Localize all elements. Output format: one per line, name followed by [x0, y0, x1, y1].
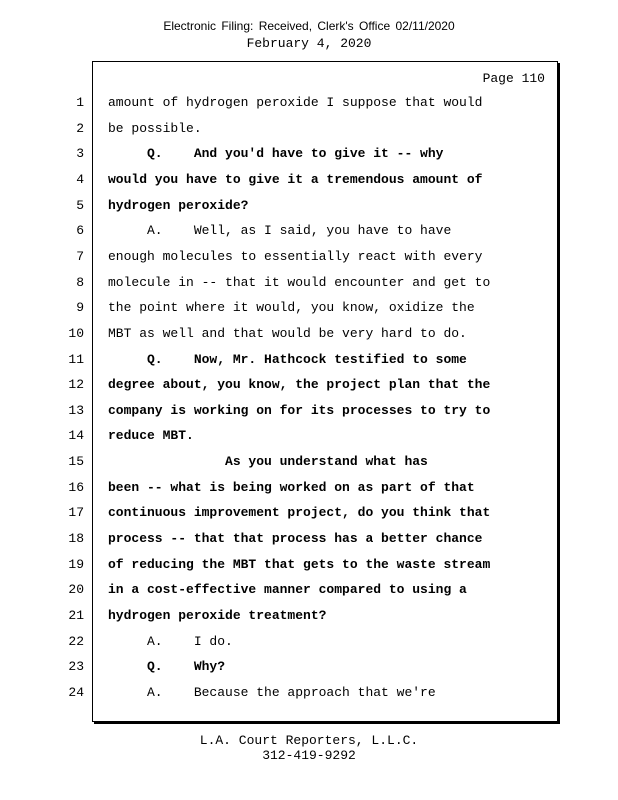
transcript-line-text: molecule in -- that it would encounter and get to [108, 275, 491, 290]
transcript-line-text: process -- that that process has a better chance [108, 531, 483, 546]
transcript-line-text: MBT as well and that would be very hard to do. [108, 326, 467, 341]
line-number: 15 [68, 454, 84, 469]
transcript-line-text: hydrogen peroxide? [108, 198, 249, 213]
page-number: Page 110 [482, 71, 545, 86]
transcript-line-text: A. Well, as I said, you have to have [108, 223, 452, 238]
transcript-line-text: A. Because the approach that we're [108, 685, 436, 700]
transcript-line-text: be possible. [108, 121, 202, 136]
line-number: 16 [68, 480, 84, 495]
line-number: 21 [68, 608, 84, 623]
deposition-date: February 4, 2020 [246, 36, 372, 51]
transcript-line-text: A. I do. [108, 634, 233, 649]
transcript-line-text: of reducing the MBT that gets to the waste stream [108, 557, 491, 572]
transcript-line-text: degree about, you know, the project plan that the [108, 377, 491, 392]
line-number: 11 [68, 352, 84, 367]
line-number: 14 [68, 428, 84, 443]
line-number: 9 [76, 300, 84, 315]
line-number: 4 [76, 172, 84, 187]
line-number: 20 [68, 582, 84, 597]
reporter-company: L.A. Court Reporters, L.L.C. [199, 733, 419, 748]
line-number: 6 [76, 223, 84, 238]
transcript-line-text: reduce MBT. [108, 428, 194, 443]
filing-stamp: Electronic Filing: Received, Clerk's Office 02/11/2020 [163, 19, 455, 33]
transcript-line-text: the point where it would, you know, oxidize the [108, 300, 475, 315]
line-number: 22 [68, 634, 84, 649]
transcript-line-text: amount of hydrogen peroxide I suppose that would [108, 95, 483, 110]
line-number: 12 [68, 377, 84, 392]
line-number: 19 [68, 557, 84, 572]
transcript-line-text: been -- what is being worked on as part of that [108, 480, 475, 495]
transcript-line-text: company is working on for its processes to try to [108, 403, 491, 418]
transcript-line-text: Q. Why? [108, 659, 226, 674]
line-number: 17 [68, 505, 84, 520]
transcript-line-text: in a cost-effective manner compared to using a [108, 582, 467, 597]
line-number: 7 [76, 249, 84, 264]
reporter-phone: 312-419-9292 [262, 748, 356, 763]
transcript-line-text: continuous improvement project, do you think that [108, 505, 491, 520]
transcript-line-text: Q. And you'd have to give it -- why [108, 146, 444, 161]
transcript-line-text: As you understand what has [108, 454, 428, 469]
line-number: 13 [68, 403, 84, 418]
line-number: 24 [68, 685, 84, 700]
transcript-line-text: hydrogen peroxide treatment? [108, 608, 327, 623]
line-number: 2 [76, 121, 84, 136]
transcript-line-text: Q. Now, Mr. Hathcock testified to some [108, 352, 467, 367]
line-number: 8 [76, 275, 84, 290]
transcript-line-text: enough molecules to essentially react with every [108, 249, 483, 264]
line-number: 23 [68, 659, 84, 674]
line-number: 18 [68, 531, 84, 546]
transcript-line-text: would you have to give it a tremendous amount of [108, 172, 483, 187]
line-number: 3 [76, 146, 84, 161]
line-number: 1 [76, 95, 84, 110]
line-number: 5 [76, 198, 84, 213]
line-number: 10 [68, 326, 84, 341]
